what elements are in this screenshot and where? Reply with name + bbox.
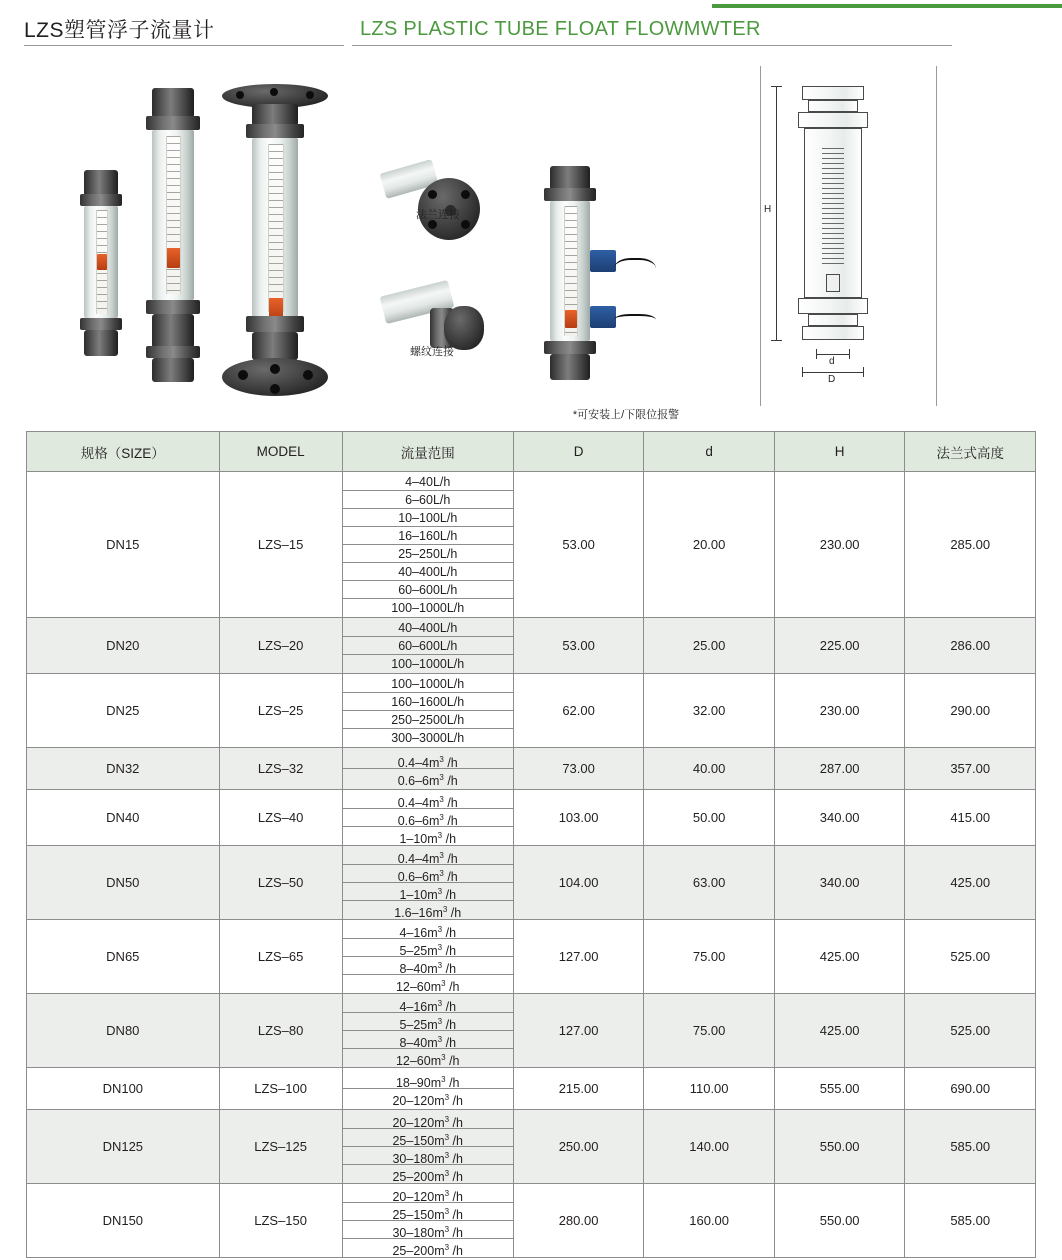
- cell-size: DN125: [27, 1110, 220, 1184]
- cell-size: DN80: [27, 994, 220, 1068]
- specification-table: [26, 431, 1036, 1258]
- flow-range-item: 10–100L/h: [343, 509, 513, 527]
- flow-range-item: $0.6-6m^3$ /h: [397, 772, 458, 788]
- cell-flange-height: 285.00: [905, 472, 1036, 618]
- flow-range-item: $18-90m^3$ /h: [343, 1071, 513, 1089]
- header-H: H: [774, 432, 905, 472]
- cell-H: 550.00: [774, 1110, 905, 1184]
- flow-range-item: $1.6-16m^3$ /h: [394, 904, 462, 920]
- page-header: [0, 0, 1062, 58]
- table-row: [27, 1110, 1036, 1184]
- cell-flow-range: [342, 748, 513, 790]
- cell-H: 230.00: [774, 472, 905, 618]
- table-row: [27, 618, 1036, 674]
- cell-model: LZS–40: [219, 790, 342, 846]
- page-title-en: LZS PLASTIC TUBE FLOAT FLOWMWTER: [360, 18, 761, 40]
- flow-range-item: $4-16m^3$ /h: [343, 921, 513, 939]
- cell-D: 53.00: [513, 618, 644, 674]
- cell-H: 425.00: [774, 994, 905, 1068]
- flow-range-item: $0.4-4m^3$ /h: [343, 791, 513, 809]
- cell-model: LZS–50: [219, 846, 342, 920]
- cell-model: LZS–25: [219, 674, 342, 748]
- header-D: D: [513, 432, 644, 472]
- cell-flow-range: [342, 790, 513, 846]
- cell-model: LZS–150: [219, 1184, 342, 1258]
- cell-model: LZS–65: [219, 920, 342, 994]
- cell-size: DN15: [27, 472, 220, 618]
- cell-model: LZS–80: [219, 994, 342, 1068]
- cell-D: 104.00: [513, 846, 644, 920]
- flow-range-item: $4-16m^3$ /h: [343, 995, 513, 1013]
- flow-range-item: 250–2500L/h: [343, 711, 513, 729]
- header-flange-height: 法兰式高度: [905, 432, 1036, 472]
- table-row: [27, 846, 1036, 920]
- cell-size: DN25: [27, 674, 220, 748]
- product-photo-area: [0, 58, 1062, 421]
- cell-H: 425.00: [774, 920, 905, 994]
- table-row: [27, 472, 1036, 618]
- cell-flange-height: 357.00: [905, 748, 1036, 790]
- cell-D: 127.00: [513, 920, 644, 994]
- cell-D: 53.00: [513, 472, 644, 618]
- cell-flow-range: [342, 1184, 513, 1258]
- header-model: MODEL: [219, 432, 342, 472]
- cell-D: 215.00: [513, 1068, 644, 1110]
- cell-size: DN65: [27, 920, 220, 994]
- flow-range-item: 16–160L/h: [343, 527, 513, 545]
- cell-d: 25.00: [644, 618, 775, 674]
- flow-range-item: $12-60m^3$ /h: [395, 978, 460, 994]
- flow-range-item: 100–1000L/h: [391, 656, 465, 671]
- flow-range-item: 40–400L/h: [343, 563, 513, 581]
- cell-D: 280.00: [513, 1184, 644, 1258]
- flow-range-item: $5-25m^3$ /h: [343, 939, 513, 957]
- cell-flange-height: 525.00: [905, 994, 1036, 1068]
- flow-range-item: $0.4-4m^3$ /h: [343, 751, 513, 769]
- cell-flow-range: [342, 1110, 513, 1184]
- flow-range-item: 100–1000L/h: [391, 600, 465, 615]
- cell-D: 62.00: [513, 674, 644, 748]
- flow-range-item: 60–600L/h: [343, 581, 513, 599]
- flow-range-item: 6–60L/h: [343, 491, 513, 509]
- cell-d: 160.00: [644, 1184, 775, 1258]
- table-row: [27, 920, 1036, 994]
- cell-flange-height: 585.00: [905, 1110, 1036, 1184]
- cell-flange-height: 585.00: [905, 1184, 1036, 1258]
- cell-flange-height: 415.00: [905, 790, 1036, 846]
- table-row: [27, 674, 1036, 748]
- caption-flange-connection: 法兰连接: [416, 209, 460, 221]
- cell-D: 127.00: [513, 994, 644, 1068]
- flow-range-item: 100–1000L/h: [343, 675, 513, 693]
- cell-flow-range: [342, 994, 513, 1068]
- table-row: [27, 748, 1036, 790]
- cell-d: 75.00: [644, 920, 775, 994]
- cell-flange-height: 425.00: [905, 846, 1036, 920]
- cell-H: 340.00: [774, 846, 905, 920]
- caption-thread-connection: 螺纹连接: [410, 346, 454, 358]
- flow-range-item: $12-60m^3$ /h: [395, 1052, 460, 1068]
- cell-size: DN20: [27, 618, 220, 674]
- flow-range-item: $0.6-6m^3$ /h: [343, 865, 513, 883]
- divider-right: [352, 45, 952, 46]
- table-row: [27, 1184, 1036, 1258]
- cell-flow-range: [342, 618, 513, 674]
- flow-range-item: $5-25m^3$ /h: [343, 1013, 513, 1031]
- flow-range-item: 40–400L/h: [343, 619, 513, 637]
- cell-D: 73.00: [513, 748, 644, 790]
- cell-D: 103.00: [513, 790, 644, 846]
- cell-size: DN50: [27, 846, 220, 920]
- flow-range-item: $0.6-6m^3$ /h: [343, 809, 513, 827]
- cell-model: LZS–15: [219, 472, 342, 618]
- cell-flange-height: 290.00: [905, 674, 1036, 748]
- flow-range-item: $1-10m^3$ /h: [343, 883, 513, 901]
- header-size: 规格（SIZE）: [27, 432, 220, 472]
- dim-label-D: D: [828, 374, 836, 385]
- cell-d: 110.00: [644, 1068, 775, 1110]
- table-header-row: [27, 432, 1036, 472]
- table-row: [27, 1068, 1036, 1110]
- cell-H: 340.00: [774, 790, 905, 846]
- flow-range-item: 160–1600L/h: [343, 693, 513, 711]
- accent-bar: [712, 4, 1062, 8]
- cell-d: 63.00: [644, 846, 775, 920]
- flow-range-item: $0.4-4m^3$ /h: [343, 847, 513, 865]
- flow-range-item: 25–250L/h: [343, 545, 513, 563]
- table-row: [27, 994, 1036, 1068]
- cell-flow-range: [342, 920, 513, 994]
- header-flow-range: 流量范围: [342, 432, 513, 472]
- cell-size: DN40: [27, 790, 220, 846]
- dim-label-d: d: [829, 356, 835, 367]
- cell-model: LZS–125: [219, 1110, 342, 1184]
- page-title-cn: LZS塑管浮子流量计: [24, 19, 215, 42]
- cell-flange-height: 690.00: [905, 1068, 1036, 1110]
- flow-range-item: $20-120m^3$ /h: [343, 1111, 513, 1129]
- flow-range-item: 60–600L/h: [343, 637, 513, 655]
- cell-H: 287.00: [774, 748, 905, 790]
- header-d: d: [644, 432, 775, 472]
- cell-size: DN32: [27, 748, 220, 790]
- dimension-drawing: [760, 66, 940, 406]
- flow-range-item: $25-150m^3$ /h: [343, 1203, 513, 1221]
- cell-size: DN100: [27, 1068, 220, 1110]
- flow-range-item: $25-200m^3$ /h: [392, 1242, 463, 1258]
- flow-range-item: $25-150m^3$ /h: [343, 1129, 513, 1147]
- cell-H: 550.00: [774, 1184, 905, 1258]
- cell-model: LZS–32: [219, 748, 342, 790]
- cell-H: 555.00: [774, 1068, 905, 1110]
- cell-H: 225.00: [774, 618, 905, 674]
- cell-d: 32.00: [644, 674, 775, 748]
- flow-range-item: 4–40L/h: [343, 473, 513, 491]
- cell-d: 20.00: [644, 472, 775, 618]
- flow-range-item: 300–3000L/h: [391, 730, 465, 745]
- cell-d: 40.00: [644, 748, 775, 790]
- cell-flow-range: [342, 846, 513, 920]
- flow-range-item: $25-200m^3$ /h: [392, 1168, 463, 1184]
- cell-flange-height: 525.00: [905, 920, 1036, 994]
- dim-label-H: H: [764, 204, 772, 215]
- flow-range-item: $1-10m^3$ /h: [399, 830, 457, 846]
- cell-flow-range: [342, 1068, 513, 1110]
- cell-d: 75.00: [644, 994, 775, 1068]
- table-row: [27, 790, 1036, 846]
- cell-model: LZS–100: [219, 1068, 342, 1110]
- flow-range-item: $20-120m^3$ /h: [343, 1185, 513, 1203]
- flow-range-item: $30-180m^3$ /h: [343, 1147, 513, 1165]
- flow-range-item: $8-40m^3$ /h: [343, 957, 513, 975]
- cell-flow-range: [342, 674, 513, 748]
- cell-H: 230.00: [774, 674, 905, 748]
- cell-size: DN150: [27, 1184, 220, 1258]
- cell-flow-range: [342, 472, 513, 618]
- flow-range-item: $30-180m^3$ /h: [343, 1221, 513, 1239]
- cell-model: LZS–20: [219, 618, 342, 674]
- cell-d: 50.00: [644, 790, 775, 846]
- divider-left: [24, 45, 344, 46]
- cell-flange-height: 286.00: [905, 618, 1036, 674]
- caption-alarm-option: *可安装上/下限位报警: [572, 409, 680, 421]
- cell-D: 250.00: [513, 1110, 644, 1184]
- cell-d: 140.00: [644, 1110, 775, 1184]
- flow-range-item: $8-40m^3$ /h: [343, 1031, 513, 1049]
- flow-range-item: $20-120m^3$ /h: [392, 1092, 463, 1108]
